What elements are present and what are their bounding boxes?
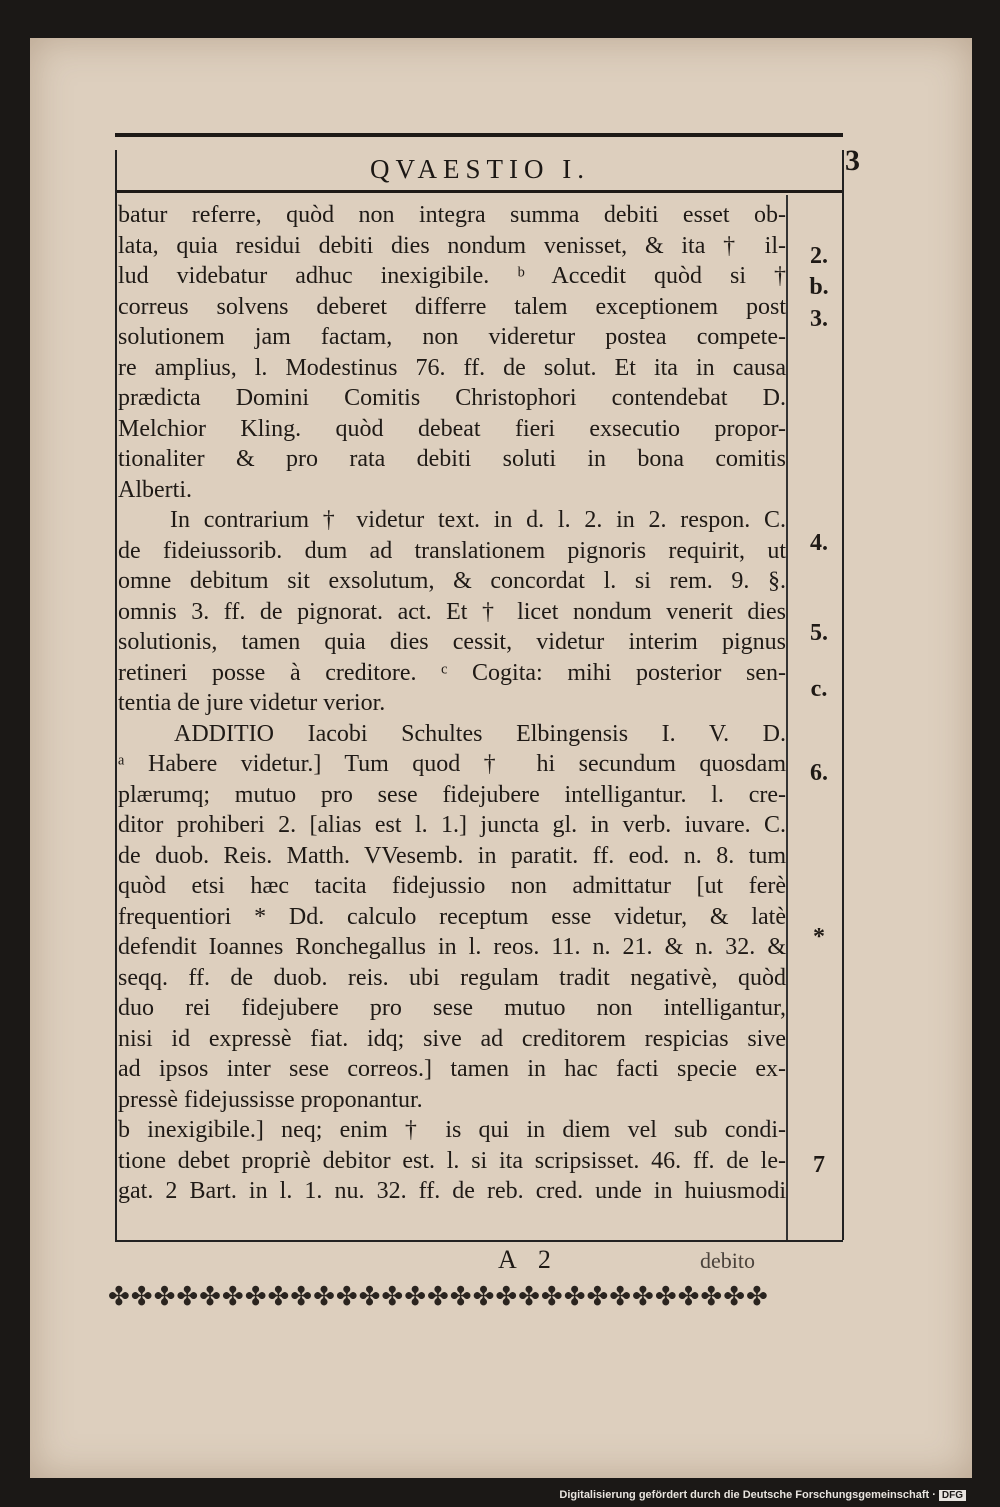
- text-line: lud videbatur adhuc inexigibile. ᵇ Accedit quòd si †: [118, 263, 786, 289]
- text-line: re amplius, l. Modestinus 76. ff. de solut. Et ita in causa: [118, 354, 786, 381]
- text-line: batur referre, quòd non integra summa debiti esset ob-: [118, 202, 786, 228]
- text-line: defendit Ioannes Ronchegallus in l. reos. 11. n. 21. & n. 32. &: [118, 934, 786, 960]
- text-line: tentia de jure videtur verior.: [118, 690, 386, 716]
- running-header: [118, 144, 860, 188]
- text-line: tione debet propriè debitor est. l. si ita scripsisset. 46. ff. de le-: [118, 1147, 786, 1174]
- text-line: de fideiussorib. dum ad translationem pignoris requirit, ut: [118, 537, 786, 564]
- margin-divider-line: [786, 195, 788, 1240]
- margin-note: 3.: [810, 306, 828, 332]
- text-line: plærumq; mutuo pro sese fidejubere intelligantur. l. cre-: [118, 781, 786, 808]
- text-line: prædicta Domini Comitis Christophori contendebat D.: [118, 385, 786, 411]
- addition-heading: ADDITIO Iacobi Schultes Elbingensis I. V. D.: [174, 720, 786, 747]
- text-line: b inexigibile.] neq; enim † is qui in diem vel sub condi-: [118, 1117, 786, 1143]
- digitization-credit: [559, 1489, 966, 1501]
- ornament-border: ✤✤✤✤✤✤✤✤✤✤✤✤✤✤✤✤✤✤✤✤✤✤✤✤✤✤✤✤✤: [108, 1283, 769, 1311]
- margin-note: 7: [813, 1152, 825, 1178]
- text-line: seqq. ff. de duob. reis. ubi regulam tradit negativè, quòd: [118, 964, 786, 991]
- header-rule-bottom: [115, 190, 843, 193]
- margin-note: 2.: [810, 243, 828, 269]
- text-line: Melchior Kling. quòd debeat fieri exsecutio propor-: [118, 415, 786, 442]
- text-line: Alberti.: [118, 476, 192, 503]
- text-line: solutionem jam factam, non videretur postea compete-: [118, 324, 786, 350]
- frame-left-line: [115, 150, 117, 1240]
- text-line: frequentiori * Dd. calculo receptum esse videtur, & latè: [118, 903, 786, 930]
- page-number: 3: [845, 144, 860, 177]
- text-line: retineri posse à creditore. ᶜ Cogita: mihi posterior sen-: [118, 659, 786, 686]
- text-line: ᵃ Habere videtur.] Tum quod † hi secundum quosdam: [118, 751, 786, 777]
- text-line: ditor prohiberi 2. [alias est l. 1.] juncta gl. in verb. iuvare. C.: [118, 812, 786, 838]
- text-line: pressè fidejussisse proponantur.: [118, 1086, 423, 1113]
- text-line: ad ipsos inter sese correos.] tamen in hac facti specie ex-: [118, 1056, 786, 1082]
- text-line: quòd etsi hæc tacita fidejussio non admittatur [ut ferè: [118, 873, 786, 899]
- text-line: duo rei fidejubere pro sese mutuo non intelligantur,: [118, 995, 786, 1021]
- text-line: omne debitum sit exsolutum, & concordat l. si rem. 9. §.: [118, 568, 786, 594]
- margin-note: c.: [810, 676, 828, 702]
- text-line: solutionis, tamen quia dies cessit, videtur interim pignus: [118, 629, 786, 655]
- header-title: QVAESTIO I.: [370, 154, 590, 184]
- frame-right-line: [842, 150, 844, 1240]
- dfg-logo: DFG: [939, 1490, 966, 1501]
- catchword: debito: [700, 1248, 755, 1273]
- credit-text: Digitalisierung gefördert durch die Deutsche Forschungsgemeinschaft ·: [559, 1489, 936, 1501]
- text-line: omnis 3. ff. de pignorat. act. Et † licet nondum venerit dies: [118, 598, 786, 625]
- text-line: nisi id expressè fiat. idq; sive ad creditorem respicias sive: [118, 1025, 786, 1052]
- body-text: [118, 200, 786, 1207]
- text-line: In contrarium † videtur text. in d. l. 2. in 2. respon. C.: [170, 507, 786, 533]
- margin-note: *: [813, 924, 825, 950]
- margin-note: 5.: [810, 620, 828, 646]
- signature-mark: A 2: [498, 1245, 559, 1274]
- footer-rule: [115, 1240, 843, 1242]
- text-line: correus solvens deberet differre talem exceptionem post: [118, 293, 786, 320]
- margin-note: 4.: [810, 530, 828, 556]
- header-rule-top: [115, 133, 843, 137]
- margin-note: 6.: [810, 760, 828, 786]
- text-line: tionaliter & pro rata debiti soluti in bona comitis: [118, 446, 786, 472]
- text-line: lata, quia residui debiti dies nondum venisset, & ita † il-: [118, 232, 786, 259]
- text-line: gat. 2 Bart. in l. 1. nu. 32. ff. de reb. cred. unde in huiusmodi: [118, 1178, 786, 1204]
- margin-note: b.: [809, 274, 829, 300]
- text-line: de duob. Reis. Matth. VVesemb. in paratit. ff. eod. n. 8. tum: [118, 842, 786, 869]
